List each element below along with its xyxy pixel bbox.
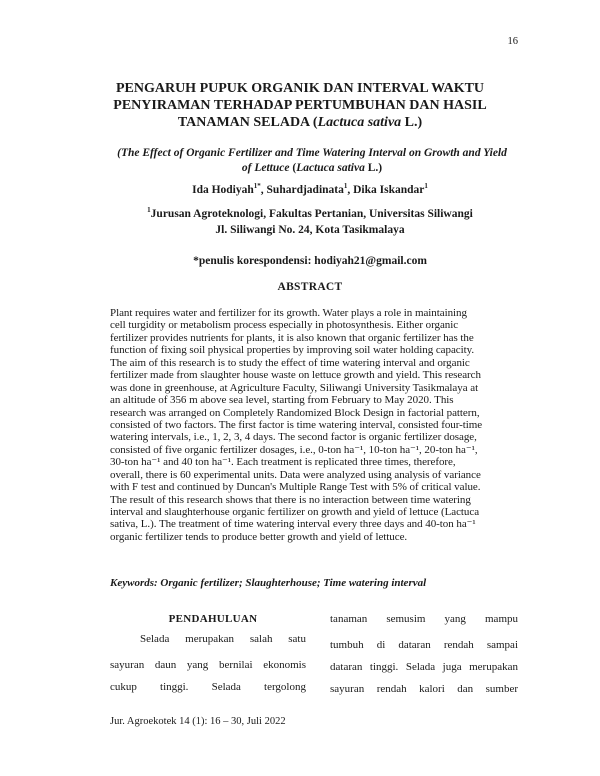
body-line: tumbuh di dataran rendah sampai — [330, 639, 518, 651]
author-affiliation-mark: 1 — [424, 182, 428, 191]
corresponding-author: *penulis korespondensi: hodiyah21@gmail.com — [193, 255, 427, 267]
journal-footer: Jur. Agroekotek 14 (1): 16 – 30, Juli 2022 — [110, 716, 286, 727]
affiliation-line-1: $^1$Jurusan Agroteknologi, Fakultas Pertanian, Universitas Siliwangi — [147, 206, 473, 220]
abstract-line: with F test and continued by Duncan's Multiple Range Test with 5% of critical value. — [110, 481, 481, 494]
body-line: Selada merupakan salah satu — [140, 633, 306, 645]
title-line-2: PENYIRAMAN TERHADAP PERTUMBUHAN DAN HASIL — [113, 98, 487, 113]
abstract-line: interval and slaughterhouse organic fertilizer on growth and yield of lettuce (Lactuca — [110, 506, 480, 518]
affiliation — [100, 206, 520, 238]
affiliation-line-2: Jl. Siliwangi No. 24, Kota Tasikmalaya — [215, 224, 405, 236]
abstract-line: cell turgidity or metabolism process especially in photosynthesis. Either organic — [110, 319, 459, 332]
title-species: Lactuca sativa — [317, 115, 402, 130]
left-column — [110, 612, 306, 698]
body-line: tanaman semusim yang mampu — [330, 613, 518, 625]
author-list: Ida Hodiyah$^{1*}$, Suhardjadinata$^1$, Dika Iskandar$^1$ — [192, 182, 428, 196]
abstract-line: The result of this research shows that there is no interaction between time watering — [110, 493, 471, 506]
author-affiliation-mark: 1 — [343, 182, 348, 191]
author-name: Dika Iskandar — [353, 184, 425, 196]
abstract-line: an altitude of 356 m above sea level, starting from February to May 2020. This — [110, 394, 454, 407]
abstract-line: 30-ton ha⁻¹ and 40 ton ha⁻¹. Each treatment is replicated three times, therefore, — [110, 456, 456, 469]
keywords: Keywords: Organic fertilizer; Slaughterhouse; Time watering interval — [110, 577, 427, 589]
abstract-line: watering intervals, i.e., 1, 2, 3, 4 days. The second factor is organic fertilizer dosage, — [110, 431, 477, 444]
title-line-3: TANAMAN SELADA (Lactuca sativa L.) — [177, 115, 423, 130]
author-name: Suhardjadinata — [266, 184, 344, 196]
english-title — [108, 146, 516, 176]
body-line: sayuran daun yang bernilai ekonomis — [110, 659, 306, 671]
body-line: dataran tinggi. Selada juga merupakan — [330, 661, 518, 673]
abstract-line: was done in greenhouse, at Agriculture Faculty, Siliwangi University Tasikmalaya at — [110, 381, 479, 394]
author-name: Ida Hodiyah — [192, 184, 254, 196]
abstract-line: Plant requires water and fertilizer for its growth. Water plays a role in maintaining — [110, 307, 467, 319]
abstract-line: function of fixing soil physical properties by improving soil water holding capacity. — [110, 344, 475, 357]
abstract-line: consisted of five organic fertilizer dosages, i.e., 0-ton ha⁻¹, 10-ton ha⁻¹, 20-ton ha⁻¹, — [110, 443, 478, 456]
author-affiliation-mark: 1* — [253, 182, 261, 191]
abstract-line: fertilizer made from slaughter house waste on lettuce growth and yield. This research — [110, 369, 481, 382]
abstract-heading: ABSTRACT — [277, 281, 343, 293]
body-line: cukup tinggi. Selada tergolong — [110, 681, 306, 693]
abstract-line: research was arranged on Completely Randomized Block Design in factorial pattern, — [110, 406, 480, 419]
abstract-line: organic fertilizer tends to produce better growth and yield of lettuce. — [110, 530, 408, 543]
abstract-body — [110, 307, 518, 543]
abstract-line: The aim of this research is to study the effect of time watering interval and organic — [110, 356, 470, 369]
english-title-line-1: (The Effect of Organic Fertilizer and Time Watering Interval on Growth and Yield — [117, 147, 507, 159]
right-column — [330, 612, 518, 700]
english-title-species: Lactuca sativa — [296, 162, 365, 174]
abstract-line: sativa, L.). The treatment of time watering interval every three days and 40-ton ha⁻¹ — [110, 518, 476, 531]
abstract-line: overall, there is 60 experimental units. Data were analyzed using analysis of variance — [110, 468, 481, 481]
title-line-1: PENGARUH PUPUK ORGANIK DAN INTERVAL WAKTU — [115, 81, 485, 96]
abstract-line: consisted of two factors. The first factor is time watering interval, consisted four-time — [110, 418, 483, 431]
body-line: sayuran rendah kalori dan sumber — [330, 683, 518, 695]
page-number: 16 — [507, 36, 518, 47]
abstract-line: fertilizer provides nutrients for plants, it is also known that organic fertilizer has the — [110, 331, 474, 344]
english-title-line-2: of Lettuce (Lactuca sativa L.) — [241, 162, 383, 174]
section-heading-introduction: PENDAHULUAN — [168, 613, 258, 625]
paper-title — [100, 80, 500, 131]
